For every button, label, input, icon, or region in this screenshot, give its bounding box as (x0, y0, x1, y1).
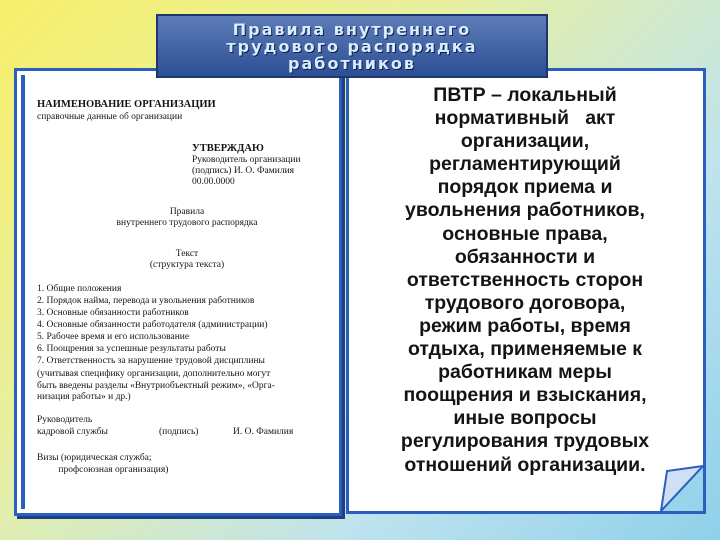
definition-line: поощрения и взыскания, (403, 384, 647, 407)
definition-line: основные права, (442, 222, 608, 245)
definition-line: режим работы, время (419, 314, 631, 337)
frame-side-rule (21, 75, 25, 509)
doc-note-line3: низация работы» и др.) (37, 392, 131, 402)
doc-sign-name: И. О. Фамилия (233, 426, 294, 437)
doc-visa-block (37, 453, 168, 476)
definition-line: регламентирующий (429, 153, 621, 176)
doc-section-item: 7. Ответственность за нарушение трудовой дисциплины (37, 356, 265, 366)
doc-section-item: 3. Основные обязанности работников (37, 308, 189, 318)
doc-visa-line2: профсоюзная организация) (58, 464, 169, 475)
document-sample (37, 93, 337, 513)
definition-text (362, 84, 688, 477)
doc-approve-line2: (подпись) И. О. Фамилия (192, 166, 295, 176)
doc-approve-date: 00.00.0000 (192, 177, 235, 187)
doc-approve-block (192, 143, 301, 188)
doc-text-line2: (структура текста) (149, 260, 225, 270)
banner-line-1: Правила внутреннего (232, 19, 472, 39)
doc-section-item: 6. Поощрения за успешные результаты работы (37, 344, 226, 354)
document-sample-frame (14, 68, 342, 516)
doc-approve-title: УТВЕРЖДАЮ (192, 143, 264, 154)
definition-line: ПВТР – локальный (433, 84, 617, 106)
title-banner (156, 14, 548, 78)
definition-line: ответственность сторон (406, 268, 644, 291)
doc-sign-role1: Руководитель (37, 415, 93, 425)
doc-sign-role2: кадровой службы (37, 426, 108, 437)
definition-line: отношений организации. (404, 453, 646, 476)
doc-title-line1: Правила (169, 207, 205, 217)
doc-org-sub: справочные данные об организации (37, 112, 183, 122)
doc-note-line1: (учитывая специфику организации, дополнительно могут (37, 369, 271, 379)
doc-text-caption (37, 249, 337, 271)
definition-line: порядок приема и (437, 176, 613, 199)
banner-line-3: работников (288, 53, 416, 73)
doc-note (37, 369, 337, 404)
doc-org-name: НАИМЕНОВАНИЕ ОРГАНИЗАЦИИ (37, 99, 216, 110)
definition-line: регулирования трудовых (400, 430, 650, 453)
doc-sign-signature: (подпись) (159, 426, 199, 437)
doc-title (37, 207, 337, 229)
doc-section-list (37, 283, 268, 367)
doc-title-line2: внутреннего трудового распорядка (116, 218, 258, 228)
doc-section-item: 5. Рабочее время и его использование (37, 332, 190, 342)
doc-approve-line1: Руководитель организации (192, 155, 301, 165)
definition-line: трудового договора, (424, 291, 626, 314)
banner-line-2: трудового распорядка (226, 36, 478, 56)
doc-section-item: 1. Общие положения (37, 284, 122, 294)
doc-visa-line1: Визы (юридическая служба; (37, 453, 152, 463)
doc-section-item: 4. Основные обязанности работодателя (администрации) (37, 320, 268, 330)
doc-note-line2: быть введены разделы «Внутриобъектный режим», «Орга- (37, 380, 275, 391)
doc-section-item: 2. Порядок найма, перевода и увольнения работников (37, 296, 255, 306)
definition-line: обязанности и (454, 245, 596, 268)
definition-line: иные вопросы (453, 407, 597, 430)
definition-line: организации, (460, 130, 590, 153)
definition-line: нормативный акт (434, 107, 616, 130)
definition-line: отдыха, применяемые к (407, 338, 643, 361)
doc-text-line1: Текст (175, 249, 199, 259)
doc-signature-block (37, 415, 337, 438)
definition-line: увольнения работников, (405, 199, 645, 222)
definition-line: работникам меры (438, 361, 612, 384)
